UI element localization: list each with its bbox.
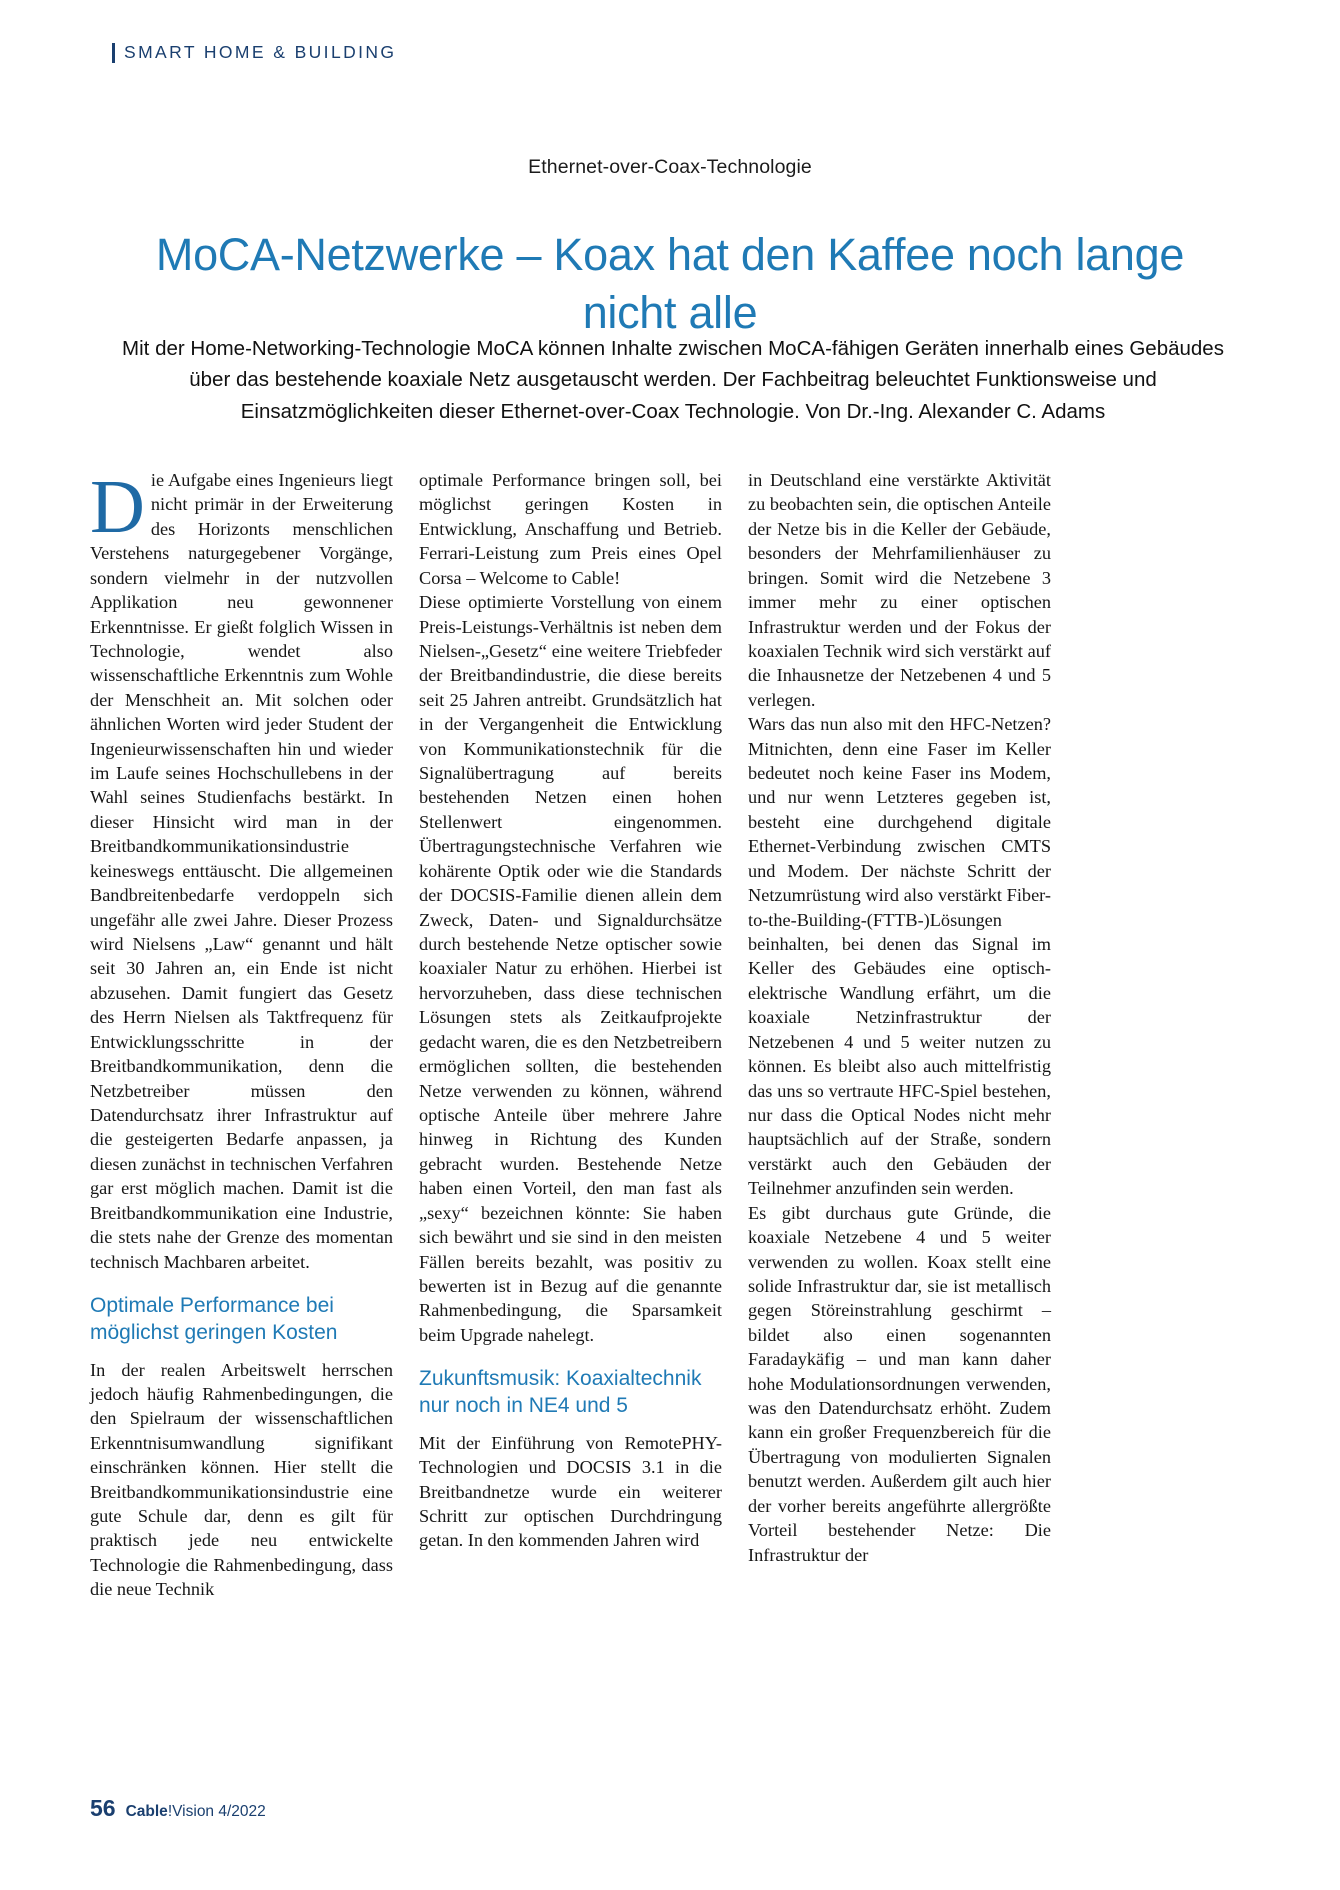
page-footer [90, 1795, 266, 1822]
paragraph [90, 465, 393, 1274]
paragraph: Wars das nun also mit den HFC-Netzen? Mitnichten, denn eine Faser im Keller bedeutet noch keine Faser ins Modem, und nur wenn Letzteres gegeben ist, besteht eine durchgehend digitale Ethernet-Verbindung zwischen CMTS und Modem. Der nächste Schritt der Netzumrüstung wird also verstärkt Fiber-to-the-Building-(FTTB-)Lösungen beinhalten, bei denen das Signal im Keller des Gebäudes eine optisch-elektrische Wandlung erfährt, um die koaxiale Netzinfrastruktur der Netzebenen 4 und 5 weiter nutzen zu können. Es bleibt also auch mittelfristig das uns so vertraute HFC-Spiel bestehen, nur dass die Optical Nodes nicht mehr hauptsächlich auf der Straße, sondern verstärkt auch den Gebäuden der Teilnehmer anzufinden sein werden. [748, 714, 1051, 1199]
page-title: MoCA-Netzwerke – Koax hat den Kaffee noch lange nicht alle [155, 229, 1185, 338]
section-heading-zukunftsmusik: Zukunftsmusik: Koaxialtechnik nur noch in NE4 und 5 [419, 1367, 702, 1418]
footer-publication [126, 1803, 266, 1821]
page-number: 56 [90, 1795, 116, 1821]
article-body [90, 465, 1250, 1600]
paragraph-text: ie Aufgabe eines Ingenieurs liegt nicht primär in der Erweiterung des Horizonts menschlichen Verstehens naturgegebener Vorgänge, sondern vielmehr in der nutzvollen Applikation neu gewonnener Erkenntnisse. Er gießt folglich Wissen in Technologie, wendet also wissenschaftliche Erkenntnis zum Wohle der Menschheit an. Mit solchen oder ähnlichen Worten wird jeder Student der Ingenieurwissenschaften hin und wieder im Laufe seines Hochschullebens in der Wahl seines Studienfachs bestärkt. In dieser Hinsicht wird man in der Breitbandkommunikationsindustrie keineswegs enttäuscht. Die allgemeinen Bandbreitenbedarfe verdoppeln sich ungefähr alle zwei Jahre. Dieser Prozess wird Nielsens „Law“ genannt und hält seit 30 Jahren an, ein Ende ist nicht abzusehen. Damit fungiert das Gesetz des Herrn Nielsen als Taktfrequenz für Entwicklungsschritte in der Breitbandkommunikation, denn die Netzbetreiber müssen den Datendurchsatz ihrer Infrastruktur auf die gesteigerten Bedarfe anpassen, ja diesen zunächst in technischen Verfahren gar erst möglich machen. Damit ist die Breitbandkommunikation eine Industrie, die stets nahe der Grenze des momentan technisch Machbaren arbeitet. [90, 470, 393, 1272]
running-head [112, 42, 396, 63]
paragraph: Diese optimierte Vorstellung von einem Preis-Leistungs-Verhältnis ist neben dem Nielsen-„Gesetz“ eine weitere Triebfeder der Breitbandindustrie, die diese bereits seit 25 Jahren antreibt. Grundsätzlich hat in der Vergangenheit die Entwicklung von Kommunikationstechnik für die Signalübertragung auf bereits bestehenden Netzen einen hohen Stellenwert eingenommen. Übertragungstechnische Verfahren wie kohärente Optik oder wie die Standards der DOCSIS-Familie dienen allein dem Zweck, Daten- und Signaldurchsätze durch bestehende Netze optischer sowie koaxialer Natur zu erhöhen. Hierbei ist hervorzuheben, dass diese technischen Lösungen stets als Zeitkaufprojekte gedacht waren, die es den Netzbetreibern ermöglichen sollten, die bestehenden Netze verwenden zu können, während optische Anteile über mehrere Jahre hinweg in Richtung des Kunden gebracht wurden. Bestehende Netze haben einen Vorteil, den man fast als „sexy“ bezeichnen könnte: Sie haben sich bewährt und sie sind in den meisten Fällen bereits bezahlt, was positiv zu bewerten ist in Bezug auf die genannte Rahmenbedingung, die Sparsamkeit beim Upgrade nahelegt. [419, 592, 722, 1345]
running-head-label: SMART HOME & BUILDING [124, 42, 397, 62]
body-column-3 [748, 468, 1051, 1565]
article-kicker: Ethernet-over-Coax-Technologie [528, 156, 812, 178]
paragraph: Es gibt durchaus gute Gründe, die koaxiale Netzebene 4 und 5 weiter verwenden zu wollen. Koax stellt eine solide Infrastruktur dar, sie ist metallisch gegen Störeinstrahlung geschirmt – bildet also einen sogenannten Faradaykäfig – und man kann daher hohe Modulationsordnungen verwenden, was den Datendurchsatz erhöht. Zudem kann ein großer Frequenzbereich für die Übertragung von modulierten Signalen benutzt werden. Außerdem gilt auch hier der vorher bereits angeführte allergrößte Vorteil bestehender Netze: Die Infrastruktur der [748, 1202, 1051, 1565]
article-standfirst: Mit der Home-Networking-Technologie MoCA können Inhalte zwischen MoCA-fähigen Geräten innerhalb eines Gebäudes über das bestehende koaxiale Netz ausgetauscht werden. Der Fachbeitrag beleuchtet Funktionsweise und Einsatzmöglichkeiten dieser Ethernet-over-Coax Technologie. Von Dr.-Ing. Alexander C. Adams [122, 337, 1224, 423]
running-head-accent-bar [112, 43, 115, 63]
drop-cap: D [90, 465, 145, 549]
paragraph: in Deutschland eine verstärkte Aktivität zu beobachten sein, die optischen Anteile der Netze bis in die Keller der Gebäude, besonders der Mehrfamilienhäuser zu bringen. Somit wird die Netzebene 3 immer mehr zu einer optischen Infrastruktur werden und der Fokus der koaxialen Technik wird sich verstärkt auf die Inhausnetze der Netzebenen 4 und 5 verlegen. [748, 470, 1051, 710]
paragraph: In der realen Arbeitswelt herrschen jedoch häufig Rahmenbedingungen, die den Spielraum der wissenschaftlichen Erkenntnisumwandlung signifikant einschränken können. Hier stellt die Breitbandkommunikationsindustrie eine gute Schule dar, denn es gilt für praktisch jede neu entwickelte Technologie die Rahmenbedingung, dass die neue Technik [90, 1359, 393, 1600]
body-column-2 [419, 468, 722, 1551]
section-heading-optimale-performance: Optimale Performance bei möglichst geringen Kosten [90, 1293, 338, 1345]
paragraph: Mit der Einführung von RemotePHY-Technologien und DOCSIS 3.1 in die Breitbandnetze wurde ein weiterer Schritt zur optischen Durchdringung getan. In den kommenden Jahren wird [419, 1432, 722, 1551]
body-column-1 [90, 465, 393, 1600]
footer-issue: !Vision 4/2022 [167, 1803, 266, 1820]
paragraph: optimale Performance bringen soll, bei möglichst geringen Kosten in Entwicklung, Anschaffung und Betrieb. Ferrari-Leistung zum Preis eines Opel Corsa – Welcome to Cable! [419, 470, 722, 588]
footer-brand: Cable [125, 1803, 168, 1820]
